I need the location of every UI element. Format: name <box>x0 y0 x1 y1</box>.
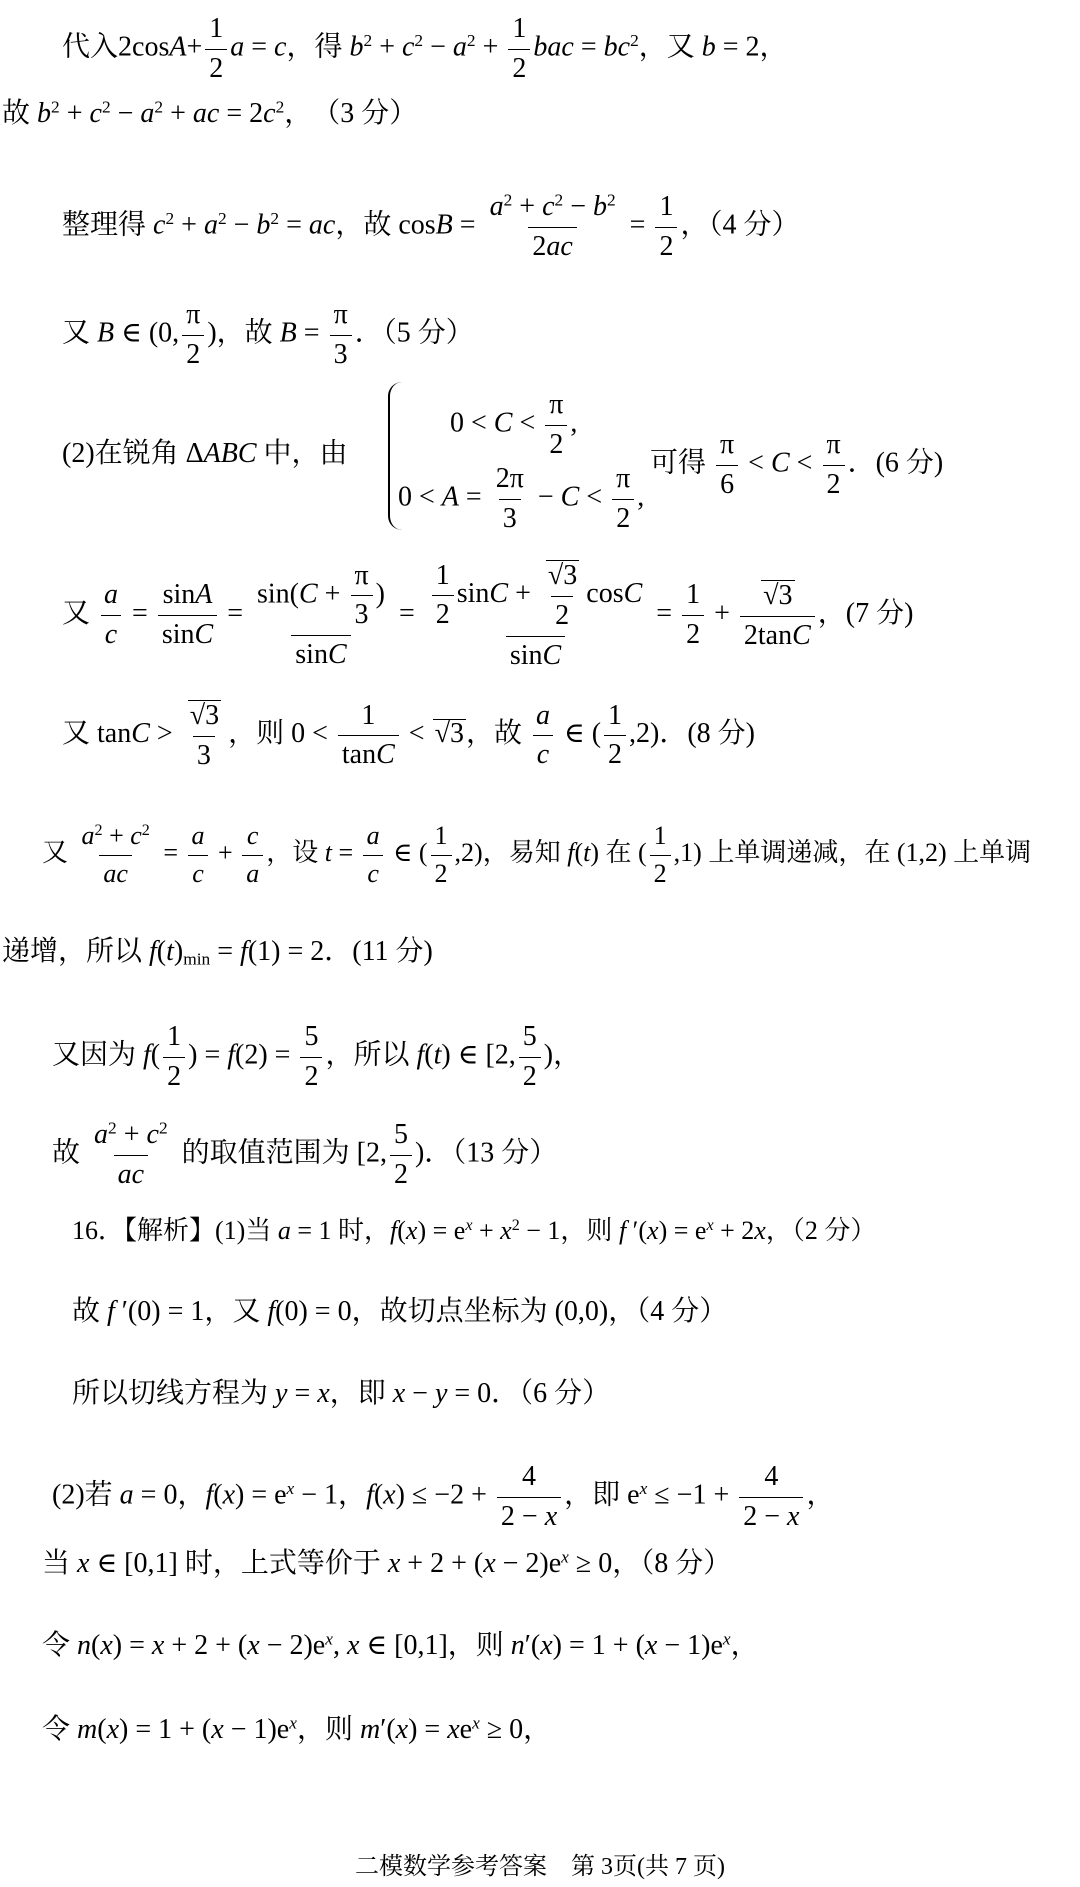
line-10: 又因为 f( $\frac{1}{2}$ ) = f(2) = $\frac{5}{2}$ ，所以 f(t) ∈ [2, $\frac{5}{2}$ )， <box>52 1021 582 1092</box>
line-5-label: (2)在锐角 ΔABC 中，由 <box>62 438 348 469</box>
line-1: 代入2cosA+ $\frac{1}{2}$ a = c，得 $b^2 + c^2 - a^2$ + $\frac{1}{2}$ bac = $bc^2$，又 b = 2， <box>62 13 788 84</box>
page-footer: 二模数学参考答案 第 3页(共 7 页) <box>355 1854 725 1880</box>
line-6: 又 $\frac{a}{c}$ = $\frac{\sin A}{\sin C}$ = sin(C + $\frac{\pi}{3}$ ) sinC = $\frac{1}{2}$ sinC + √ $\frac{3}{2}$ cosC sinC = $\frac{1}{2}$ + √ $\frac{3}{2\tan C}$ ，(7 分) <box>62 560 913 671</box>
line-7: 又 tanC > √ $\frac{3}{3}$ ，则 0 < $\frac{1}{\tan C}$ < √ 3，故 $\frac{a}{c}$ ∈ ( $\frac{1}{2}$ ,2)．(8 分) <box>62 700 755 772</box>
line-18: 令 $m(x) = 1 + (x - 1)e^x$，则 $m'(x) = xe^x \ge 0$， <box>42 1713 552 1745</box>
line-9: 递增，所以 $f(t)_{min} = f(1) = 2$．(11 分) <box>2 936 433 969</box>
line-15: (2)若 a = 0，$f(x) = e^x - 1$，f(x) ≤ −2 + $\frac{4}{2 - x}$ ，即 $e^x \le -1$ + $\frac{4}{2 - x}$ ， <box>52 1461 835 1532</box>
line-11: 故 $\frac{a^2 + c^2}{ac}$ 的取值范围为 [2, $\frac{5}{2}$ )．（13 分） <box>52 1118 558 1190</box>
line-4: 又 B ∈ (0, $\frac{\pi}{2}$ )，故 B = $\frac{\pi}{3}$ ．（5 分） <box>62 299 474 370</box>
line-14: 所以切线方程为 y = x，即 x − y = 0．（6 分） <box>72 1378 611 1409</box>
line-17: 令 $n(x) = x + 2 + (x - 2)e^x$, x ∈ [0,1]，则 $n'(x) = 1 + (x - 1)e^x$， <box>42 1629 759 1661</box>
line-5-system-row-2: 0 < A = $\frac{2\pi}{3}$ − C < $\frac{\pi}{2}$ , <box>398 463 645 534</box>
line-5-system-row-1: 0 < C < $\frac{\pi}{2}$ , <box>450 389 578 460</box>
line-3: 整理得 $c^2 + a^2 - b^2$ = ac，故 cosB = $\frac{a^2 + c^2 - b^2}{2ac}$ = $\frac{1}{2}$ ，（4 分） <box>62 190 800 262</box>
line-13: 故 f ′(0) = 1，又 f(0) = 0，故切点坐标为 (0,0)，（4 分） <box>72 1296 728 1327</box>
line-2: 故 $b^2 + c^2 - a^2$ + ac = $2c^2$， （3 分） <box>2 97 418 129</box>
line-12: 16．【解析】(1)当 a = 1 时，$f(x) = e^x + x^2 - 1$，则 f $'(x) = e^x + 2x$，（2 分） <box>72 1216 877 1245</box>
line-8: 又 $\frac{a^2 + c^2}{ac}$ = $\frac{a}{c}$ + $\frac{c}{a}$ ，设 t = $\frac{a}{c}$ ∈ ( $\frac{1}{2}$ ,2)，易知 f(t) 在 ( $\frac{1}{2}$ ,1) 上单调递减，在 (1,2) 上单调 <box>42 821 1032 888</box>
line-16: 当 x ∈ [0,1] 时，上式等价于 $x + 2 + (x - 2)e^x \ge 0$，（8 分） <box>42 1547 732 1579</box>
line-5-result: 可得 $\frac{\pi}{6}$ < C < $\frac{\pi}{2}$ ．(6 分) <box>650 429 944 500</box>
